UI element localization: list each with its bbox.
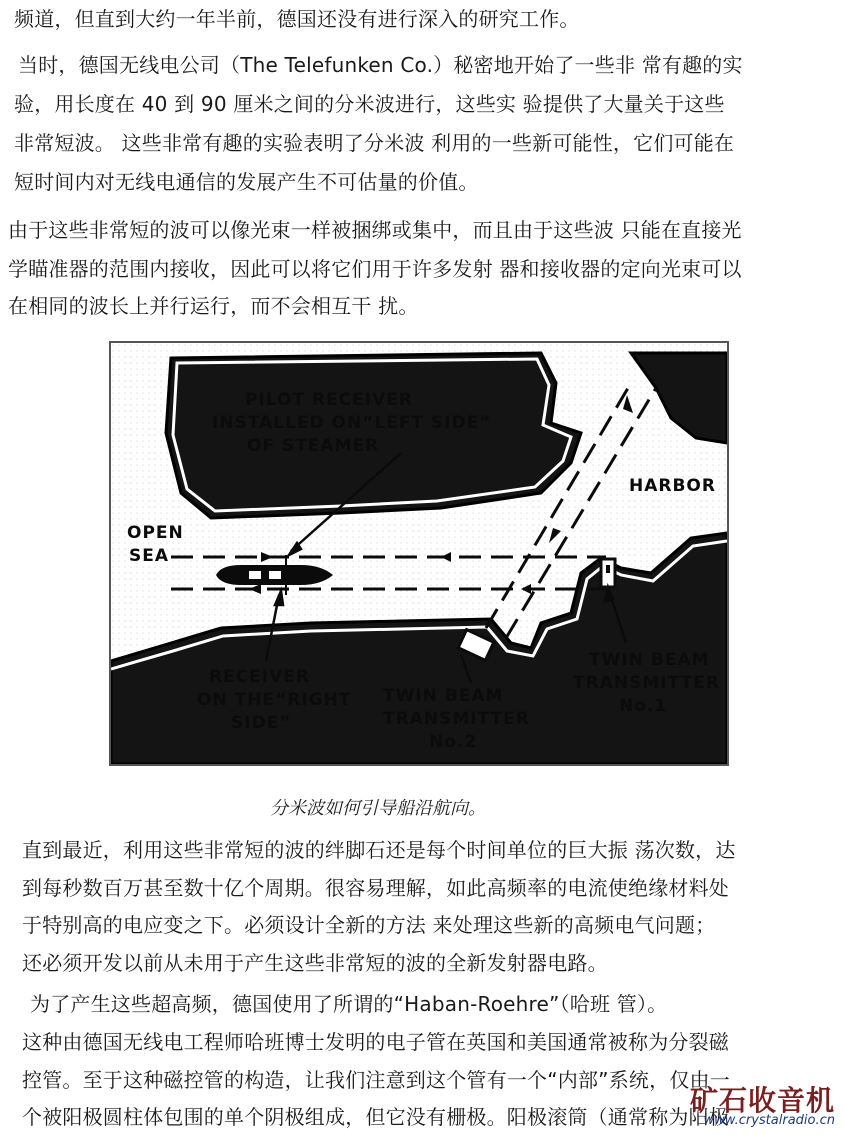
text-line: 直到最近，利用这些非常短的波的绊脚石还是每个时间单位的巨大振 荡次数，达 [22,838,736,862]
label-receiver-3: SIDE” [231,713,292,733]
text-line: 还必须开发以前从未用于产生这些非常短的波的全新发射器电路。 [22,951,608,975]
text-line: 短时间内对无线电通信的发展产生不可估量的价值。 [14,170,479,194]
text-line: 验，用长度在 40 到 90 厘米之间的分米波进行，这些实 验提供了大量关于这些 [14,92,725,116]
text-line: 到每秒数百万甚至数十亿个周期。很容易理解，如此高频率的电流使绝缘材料处 [22,876,729,900]
figure-caption: 分米波如何引导船沿航向。 [270,798,486,819]
label-open-sea-1: OPEN [127,523,184,543]
label-tx2-1: TWIN BEAM [383,686,504,706]
diagram-svg [111,343,727,764]
watermark-url: www.crystalradio.cn [703,1113,835,1128]
figure-navigation-diagram [109,341,729,766]
text-line: 当时，德国无线电公司（The Telefunken Co.）秘密地开始了一些非 常有趣的实 [18,53,743,77]
watermark-logo [659,1073,839,1133]
label-pilot-line-2: INSTALLED ON“LEFT SIDE” [212,413,492,433]
text-line: 个被阳极圆柱体包围的单个阴极组成，但它没有栅极。阳极滚筒（通常称为阳极 [22,1105,729,1129]
text-line: 控管。至于这种磁控管的构造，让我们注意到这个管有一个“内部”系统，仅由一 [22,1068,730,1092]
transmitter-1-icon [601,559,615,587]
label-tx1-1: TWIN BEAM [589,650,710,670]
text-line: 这种由德国无线电工程师哈班博士发明的电子管在英国和美国通常被称为分裂磁 [22,1030,729,1054]
label-tx1-3: No.1 [619,696,668,716]
text-line: 频道，但直到大约一年半前，德国还没有进行深入的研究工作。 [14,7,580,31]
text-line: 在相同的波长上并行运行，而不会相互干 扰。 [8,294,419,318]
text-line: 于特别高的电应变之下。必须设计全新的方法 来处理这些新的高频电气问题； [22,913,716,937]
label-receiver-1: RECEIVER [209,667,310,687]
text-line: 为了产生这些超高频，德国使用了所谓的“Haban-Roehre”（哈班 管）。 [30,992,668,1016]
text-line: 学瞄准器的范围内接收，因此可以将它们用于许多发射 器和接收器的定向光束可以 [8,257,742,281]
watermark-title: 矿石收音机 [689,1084,835,1117]
label-tx2-3: No.2 [429,732,478,752]
label-tx2-2: TRANSMITTER [383,709,530,729]
label-open-sea-2: SEA [129,546,170,566]
label-receiver-2: ON THE“RIGHT [197,690,352,710]
text-line: 由于这些非常短的波可以像光束一样被捆绑或集中，而且由于这些波 只能在直接光 [8,218,742,242]
label-pilot-line-1: PILOT RECEIVER [245,390,413,410]
label-pilot-line-3: OF STEAMER [247,436,380,456]
label-harbor: HARBOR [629,476,716,496]
text-line: 非常短波。 这些非常有趣的实验表明了分米波 利用的一些新可能性，它们可能在 [14,131,735,155]
label-tx1-2: TRANSMITTER [573,673,720,693]
